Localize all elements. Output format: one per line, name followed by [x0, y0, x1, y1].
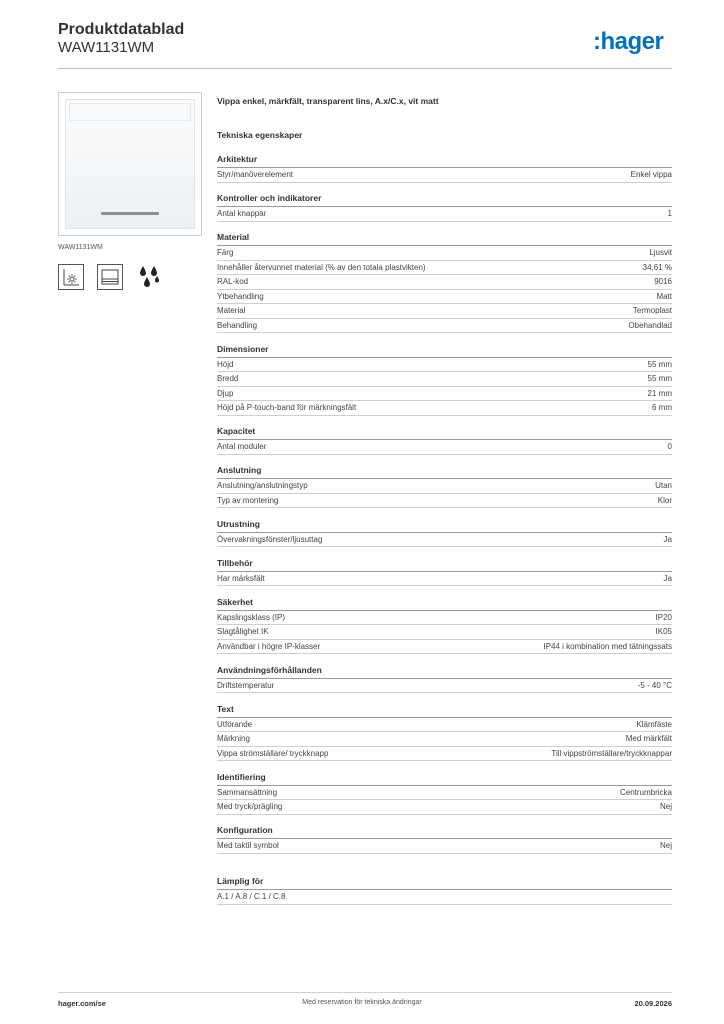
- spec-row: [217, 718, 672, 733]
- spec-row: [217, 275, 672, 290]
- spec-section: [217, 344, 672, 416]
- spec-label: Behandling: [217, 320, 258, 330]
- spec-label: Användbar i högre IP-klasser: [217, 641, 321, 651]
- spec-label: Sammansättning: [217, 787, 278, 797]
- spec-row: [217, 732, 672, 747]
- section-title: Kontroller och indikatorer: [217, 193, 672, 207]
- spec-value: 0: [667, 442, 672, 451]
- spec-label: Vippa strömställare/ tryckknapp: [217, 748, 329, 758]
- spec-label: Innehåller återvunnet material (% av den totala plastvikten): [217, 262, 426, 272]
- spec-label: Utförande: [217, 719, 253, 729]
- spec-section: [217, 704, 672, 762]
- spec-label: Antal knappar: [217, 209, 267, 218]
- spec-row: [217, 640, 672, 655]
- spec-row: [217, 168, 672, 183]
- spec-row: [217, 890, 672, 905]
- spec-value: 55 mm: [647, 359, 672, 369]
- spec-row: [217, 246, 672, 261]
- spec-label: Höjd på P-touch-band för märkningsfält: [217, 403, 357, 412]
- spec-value: Ja: [663, 573, 672, 583]
- product-description: Vippa enkel, märkfält, transparent lins, A.x/C.x, vit matt: [217, 96, 439, 106]
- section-title: Material: [217, 232, 672, 246]
- section-title: Dimensioner: [217, 344, 672, 358]
- spec-label: Färg: [217, 248, 234, 257]
- header-divider: [58, 68, 672, 69]
- spec-value: Ja: [663, 534, 672, 544]
- spec-value: Termoplast: [632, 306, 672, 315]
- page-title: Produktdatablad: [58, 21, 185, 38]
- spec-row: [217, 679, 672, 694]
- spec-row: [217, 319, 672, 334]
- spec-section: [217, 597, 672, 655]
- spec-value: Med märkfält: [625, 734, 672, 743]
- spec-row: [217, 625, 672, 640]
- spec-section: [217, 519, 672, 548]
- suitable-for-section: [217, 876, 672, 905]
- spec-section: [217, 426, 672, 455]
- footer-date: 20.09.2026: [634, 999, 672, 1008]
- spec-value: Centrumbricka: [619, 787, 672, 797]
- spec-label: Anslutning/anslutningstyp: [217, 481, 308, 490]
- spec-label: Märkning: [217, 734, 250, 743]
- article-number: WAW1131WM: [58, 39, 155, 56]
- spec-label: Kapslingsklass (IP): [217, 612, 286, 622]
- spec-value: -5 - 40 °C: [637, 680, 672, 690]
- spec-row: [217, 533, 672, 548]
- footer-website: hager.com/se: [58, 999, 106, 1008]
- spec-row: [217, 207, 672, 222]
- section-title: Anslutning: [217, 465, 672, 479]
- spec-label: Bredd: [217, 374, 239, 383]
- spec-label: Med taktil symbol: [217, 841, 279, 850]
- spec-row: [217, 494, 672, 509]
- footer-divider: [58, 992, 672, 993]
- spec-label: Antal moduler: [217, 442, 267, 451]
- section-title: Utrustning: [217, 519, 672, 533]
- section-title: Text: [217, 704, 672, 718]
- spec-row: [217, 304, 672, 319]
- spec-value: IP44 i kombination med tätningssats: [543, 641, 672, 651]
- spec-value: Obehandlad: [628, 320, 672, 330]
- spec-label: Djup: [217, 388, 234, 398]
- product-image-caption: WAW1131WM: [58, 244, 103, 251]
- section-title: Arkitektur: [217, 154, 672, 168]
- spec-value: Matt: [656, 291, 672, 301]
- spec-row: [217, 839, 672, 854]
- spec-row: [217, 440, 672, 455]
- spec-label: Typ av montering: [217, 495, 279, 505]
- spec-row: [217, 479, 672, 494]
- spec-row: [217, 401, 672, 416]
- spec-value: 34,61 %: [642, 262, 672, 272]
- spec-row: [217, 611, 672, 626]
- spec-row: [217, 747, 672, 762]
- technical-heading: Tekniska egenskaper: [217, 130, 303, 140]
- spec-section: [217, 193, 672, 222]
- rocker-indicator-bar: [101, 212, 159, 215]
- spec-row: [217, 261, 672, 276]
- spec-value: Utan: [655, 481, 672, 490]
- spec-section: [217, 665, 672, 694]
- spec-value: 21 mm: [647, 388, 672, 398]
- indoor-use-icon: [58, 264, 84, 290]
- spec-section: [217, 558, 672, 587]
- spec-section: [217, 772, 672, 815]
- spec-label: RAL-kod: [217, 277, 249, 286]
- product-image: [58, 92, 202, 236]
- spec-row: [217, 358, 672, 373]
- spec-value: IP20: [655, 612, 672, 622]
- spec-row: [217, 387, 672, 402]
- spec-value: Ljusvit: [649, 248, 672, 257]
- section-title: Konfiguration: [217, 825, 672, 839]
- section-title: Lämplig för: [217, 876, 672, 890]
- spec-section: [217, 232, 672, 333]
- spec-label: Övervakningsfönster/ljusuttag: [217, 534, 323, 544]
- spec-row: [217, 786, 672, 801]
- spec-section: [217, 154, 672, 183]
- flush-mount-icon: [97, 264, 123, 290]
- spec-label: Med tryck/prägling: [217, 802, 283, 811]
- spec-value: Till vippströmställare/tryckknappar: [551, 748, 672, 758]
- spec-value: 55 mm: [647, 374, 672, 383]
- spec-label: Ytbehandling: [217, 291, 264, 301]
- spec-label: Styr/manöverelement: [217, 170, 294, 179]
- spec-row: [217, 572, 672, 587]
- spec-value: 1: [667, 209, 672, 218]
- spec-value: IK05: [655, 627, 672, 636]
- section-title: Identifiering: [217, 772, 672, 786]
- spec-value: Nej: [659, 802, 672, 811]
- hager-logo: :hager: [593, 28, 664, 55]
- spec-label: A.1 / A.8 / C.1 / C.8: [217, 892, 286, 901]
- section-title: Kapacitet: [217, 426, 672, 440]
- section-title: Användningsförhållanden: [217, 665, 672, 679]
- spec-row: [217, 290, 672, 305]
- spec-row: [217, 800, 672, 815]
- spec-value: Klor: [657, 495, 672, 505]
- spec-section: [217, 825, 672, 854]
- spec-label: Har märksfält: [217, 573, 265, 583]
- section-title: Säkerhet: [217, 597, 672, 611]
- spec-value: Nej: [659, 841, 672, 850]
- spec-value: Klämfäste: [636, 719, 672, 729]
- spec-label: Slagtålighet IK: [217, 627, 269, 636]
- footer-disclaimer: Med reservation för tekniska ändringar: [302, 999, 422, 1006]
- section-title: Tillbehör: [217, 558, 672, 572]
- spec-value: 6 mm: [652, 403, 672, 412]
- spec-label: Material: [217, 306, 246, 315]
- spec-label: Höjd: [217, 359, 234, 369]
- spec-value: Enkel vippa: [630, 170, 672, 179]
- spec-label: Driftstemperatur: [217, 680, 275, 690]
- spec-section: [217, 465, 672, 508]
- spec-row: [217, 372, 672, 387]
- label-field: [69, 103, 191, 121]
- spec-value: 9016: [654, 277, 672, 286]
- switch-rocker: [65, 99, 195, 229]
- splash-water-icon: [136, 264, 162, 290]
